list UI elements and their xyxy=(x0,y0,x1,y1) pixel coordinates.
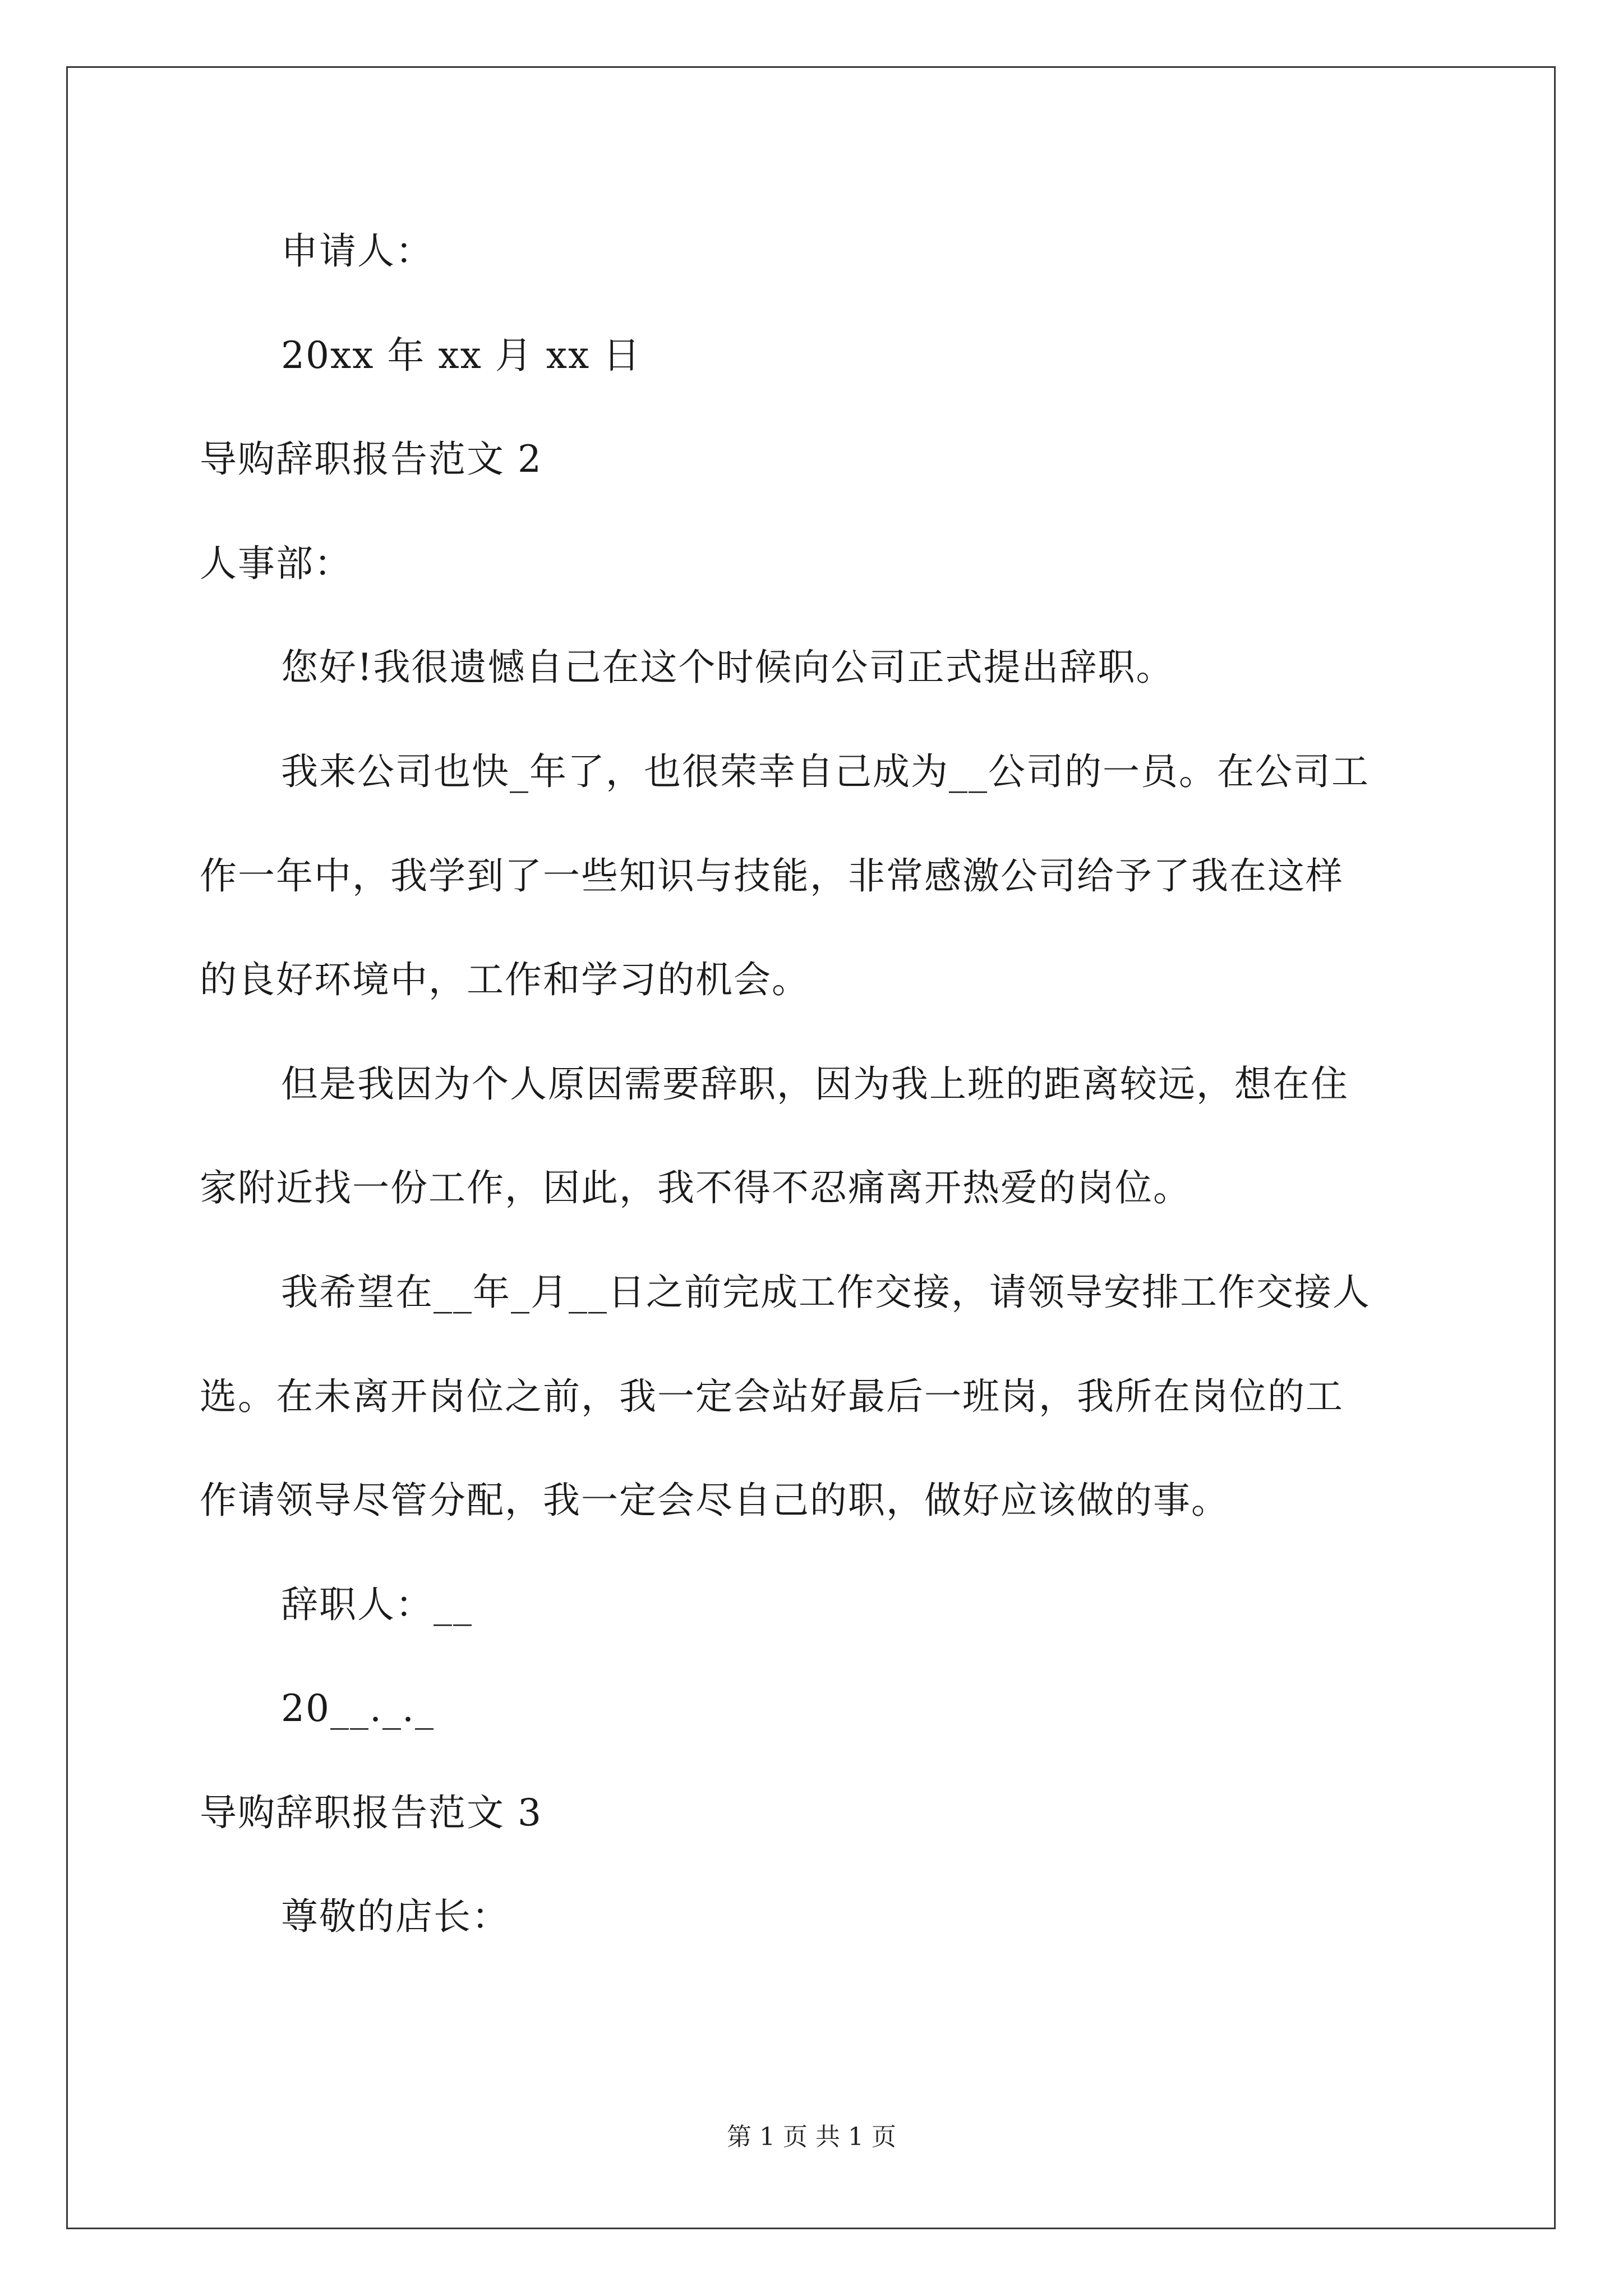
paragraph-line: 作请领导尽管分配，我一定会尽自己的职，做好应该做的事。 xyxy=(200,1479,1229,1522)
date-line: 20xx 年 xx 月 xx 日 xyxy=(281,334,642,377)
paragraph-line: 选。在未离开岗位之前，我一定会站好最后一班岗，我所在岗位的工 xyxy=(200,1375,1344,1418)
signature-date: 20__._._ xyxy=(281,1687,435,1730)
paragraph-line: 我希望在__年_月__日之前完成工作交接，请领导安排工作交接人 xyxy=(281,1271,1371,1314)
paragraph-line: 但是我因为个人原因需要辞职，因为我上班的距离较远，想在住 xyxy=(281,1062,1349,1106)
paragraph-line: 我来公司也快_年了，也很荣幸自己成为__公司的一员。在公司工 xyxy=(281,750,1370,793)
applicant-label: 申请人： xyxy=(281,229,434,273)
paragraph-line: 的良好环境中，工作和学习的机会。 xyxy=(200,958,810,1001)
page-footer: 第 1 页 共 1 页 xyxy=(727,2123,896,2151)
recipient-line: 人事部： xyxy=(200,542,352,585)
signature-line: 辞职人：__ xyxy=(281,1583,473,1626)
paragraph-line: 作一年中，我学到了一些知识与技能，非常感激公司给予了我在这样 xyxy=(200,854,1344,898)
paragraph-line: 您好!我很遗憾自己在这个时候向公司正式提出辞职。 xyxy=(281,646,1174,689)
section-heading-3: 导购辞职报告范文 3 xyxy=(200,1791,542,1834)
paragraph-line: 家附近找一份工作，因此，我不得不忍痛离开热爱的岗位。 xyxy=(200,1166,1191,1209)
salutation-line: 尊敬的店长： xyxy=(281,1895,510,1938)
section-heading-2: 导购辞职报告范文 2 xyxy=(200,438,542,481)
